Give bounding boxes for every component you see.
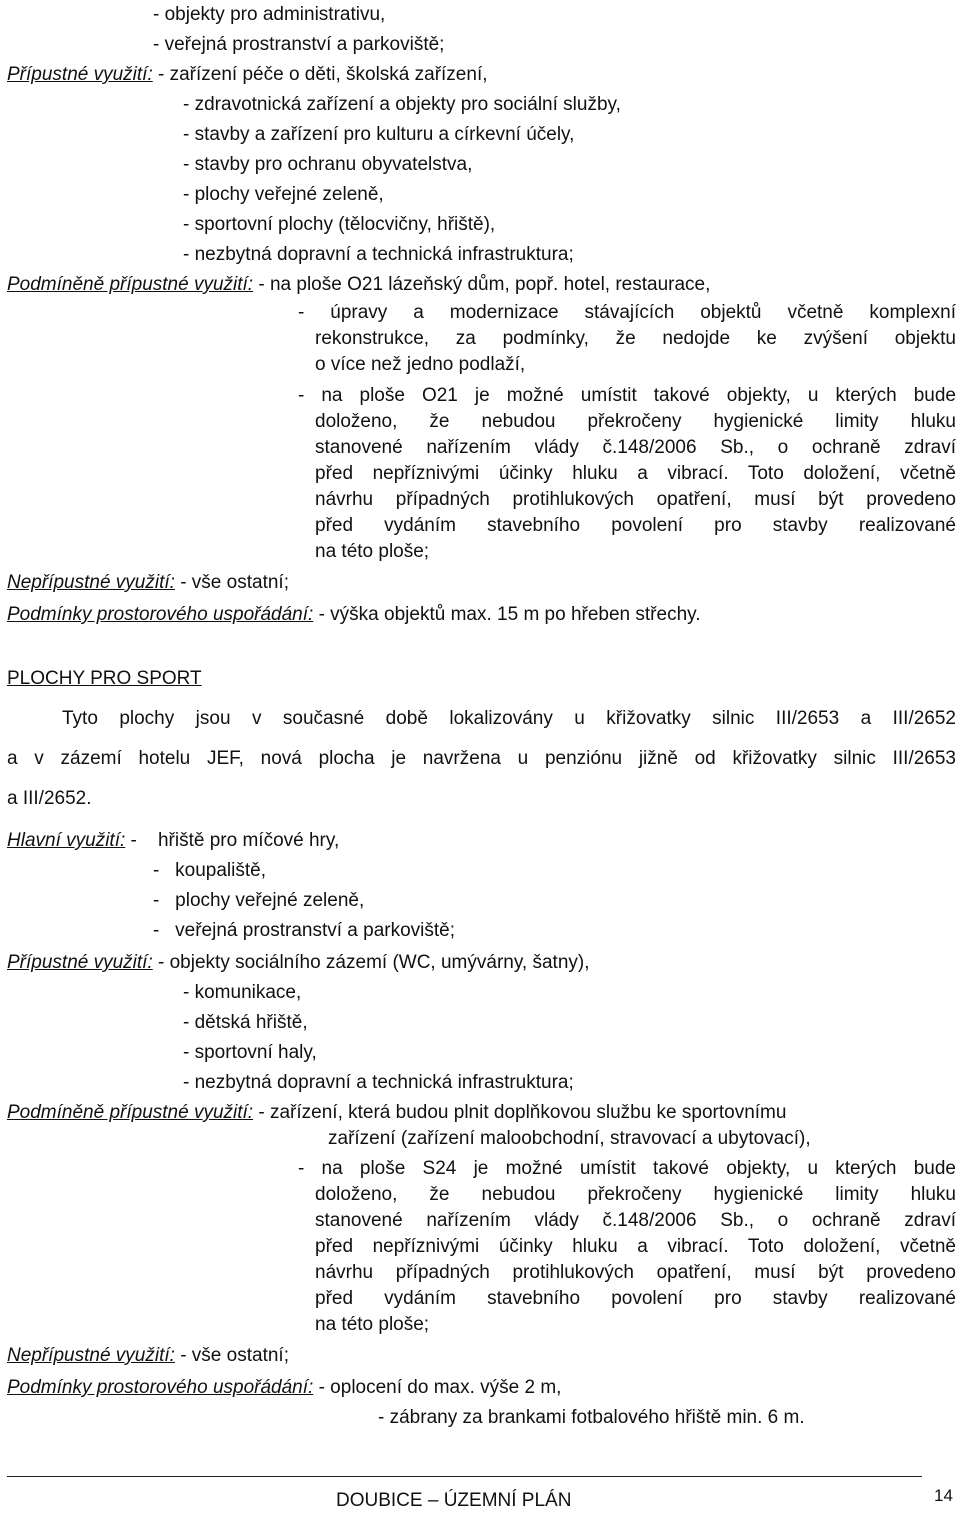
intro-line: Tyto plochy jsou v současné době lokalizovány u křižovatky silnic III/2653 a III/2652 [62,708,956,729]
list-item: - veřejná prostranství a parkoviště; [153,34,445,55]
section-heading: PLOCHY PRO SPORT [7,668,202,689]
hlavni-row [7,828,339,854]
pripustne-first-item: - zařízení péče o děti, školská zařízení, [152,64,488,85]
list-item: - stavby pro ochranu obyvatelstva, [183,154,473,175]
podminene-bullet-line: doloženo, že nebudou překročeny hygienické limity hluku [315,411,956,432]
prostor-row [7,602,701,628]
footer-divider [7,1476,922,1477]
hlavni-label: Hlavní využití: [7,830,126,851]
nepripustne-text: - vše ostatní; [174,572,289,593]
footer-title: DOUBICE – ÚZEMNÍ PLÁN [336,1490,572,1511]
pripustne-label: Přípustné využití: [7,952,153,973]
list-item: - plochy veřejné zeleně, [183,184,384,205]
podminene-bullet-line: rekonstrukce, za podmínky, že nedojde ke zvýšení objektu [315,328,956,349]
prostor-text: - oplocení do max. výše 2 m, [313,1377,562,1398]
list-item: - objekty pro administrativu, [153,4,386,25]
intro-line: a v zázemí hotelu JEF, nová plocha je navržena u penziónu jižně od křižovatky silnic III/2653 [7,748,956,769]
podminene-bullet-line: na této ploše; [315,1314,430,1335]
pripustne-label: Přípustné využití: [7,64,153,85]
list-item: - sportovní haly, [183,1042,317,1063]
list-item: - nezbytná dopravní a technická infrastruktura; [183,244,574,265]
intro-line: a III/2652. [7,788,92,809]
nepripustne-label: Nepřípustné využití: [7,1345,175,1366]
podminene-bullet-line: před nepříznivými účinky hluku a vibrací. Toto doložení, včetně [315,1236,956,1257]
podminene-bullet-line: o více než jedno podlaží, [315,354,526,375]
podminene-bullet-line: - na ploše S24 je možné umístit takové objekty, u kterých bude [298,1158,956,1179]
pripustne-first-item: - objekty sociálního zázemí (WC, umývárny, šatny), [152,952,590,973]
podminene-first-item: - na ploše O21 lázeňský dům, popř. hotel, restaurace, [253,274,711,295]
podminene-first-item: - zařízení, která budou plnit doplňkovou službu ke sportovnímu [253,1102,787,1123]
podminene-bullet-line: stanovené nařízením vlády č.148/2006 Sb., o ochraně zdraví [315,437,956,458]
prostor-label: Podmínky prostorového uspořádání: [7,604,314,625]
list-item: - veřejná prostranství a parkoviště; [153,920,456,941]
podminene-label: Podmíněně přípustné využití: [7,1102,254,1123]
podminene-bullet-line: - úpravy a modernizace stávajících objektů včetně komplexní [298,302,956,323]
podminene-row [7,272,710,298]
podminene-first-item-cont: zařízení (zařízení maloobchodní, stravovací a ubytovací), [328,1128,811,1149]
hlavni-first-item: - hřiště pro míčové hry, [125,830,340,851]
pripustne-row [7,62,488,88]
podminene-bullet-line: před vydáním stavebního povolení pro stavby realizované [315,1288,956,1309]
prostor-label: Podmínky prostorového uspořádání: [7,1377,314,1398]
podminene-bullet-line: návrhu případných protihlukových opatření, musí být provedeno [315,1262,956,1283]
prostor-row [7,1375,561,1401]
podminene-bullet-line: na této ploše; [315,541,430,562]
nepripustne-row [7,1343,289,1369]
prostor-text-cont: - zábrany za brankami fotbalového hřiště min. 6 m. [378,1407,805,1428]
list-item: - koupaliště, [153,860,266,881]
nepripustne-label: Nepřípustné využití: [7,572,175,593]
prostor-text: - výška objektů max. 15 m po hřeben střechy. [313,604,701,625]
list-item: - komunikace, [183,982,302,1003]
podminene-bullet-line: návrhu případných protihlukových opatření, musí být provedeno [315,489,956,510]
nepripustne-row [7,570,289,596]
list-item: - nezbytná dopravní a technická infrastruktura; [183,1072,574,1093]
pripustne-row [7,950,590,976]
podminene-label: Podmíněně přípustné využití: [7,274,254,295]
page-number: 14 [934,1486,953,1505]
list-item: - dětská hřiště, [183,1012,308,1033]
podminene-bullet-line: stanovené nařízením vlády č.148/2006 Sb., o ochraně zdraví [315,1210,956,1231]
list-item: - stavby a zařízení pro kulturu a církevní účely, [183,124,575,145]
podminene-bullet-line: před vydáním stavebního povolení pro stavby realizované [315,515,956,536]
nepripustne-text: - vše ostatní; [174,1345,289,1366]
list-item: - zdravotnická zařízení a objekty pro sociální služby, [183,94,621,115]
podminene-bullet-line: před nepříznivými účinky hluku a vibrací. Toto doložení, včetně [315,463,956,484]
podminene-row [7,1100,786,1126]
list-item: - sportovní plochy (tělocvičny, hřiště), [183,214,496,235]
list-item: - plochy veřejné zeleně, [153,890,365,911]
podminene-bullet-line: - na ploše O21 je možné umístit takové objekty, u kterých bude [298,385,956,406]
podminene-bullet-line: doloženo, že nebudou překročeny hygienické limity hluku [315,1184,956,1205]
